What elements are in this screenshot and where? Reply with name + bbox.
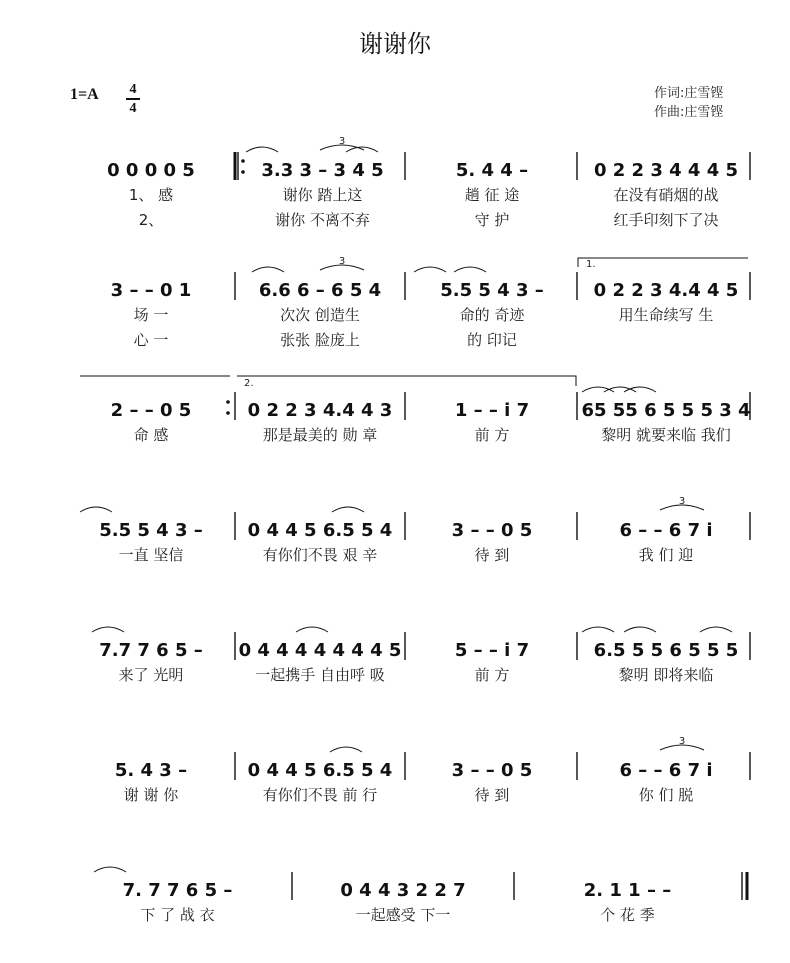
lyric-line: 命的 奇迹 — [459, 306, 525, 324]
lyric-line: 有你们不畏 前 行 — [262, 786, 378, 804]
lyric-line: 1、 感 — [128, 186, 174, 204]
tie-arc — [454, 267, 486, 272]
tie-arc — [80, 507, 112, 512]
tie-arc — [700, 627, 732, 632]
triplet-number: 3 — [678, 496, 686, 507]
lyric-line: 待 到 — [474, 546, 510, 564]
lyric-line: 谢你 踏上这 — [282, 186, 363, 204]
tie-arc — [624, 387, 656, 392]
lyric-line: 红手印刻下了决 — [613, 211, 719, 229]
measure-notes: 6 – – 6 7 i — [619, 760, 713, 781]
measure-notes: 6.5 5 5 6 5 5 5 — [593, 640, 739, 661]
tie-arc — [246, 147, 278, 152]
volta-label-1: 1. — [586, 259, 596, 270]
lyric-line: 前 方 — [474, 426, 510, 444]
triplet-number: 3 — [338, 256, 346, 267]
volta-label-2: 2. — [244, 378, 254, 389]
lyric-line: 心 一 — [133, 331, 169, 349]
measure-notes: 7. 7 7 6 5 – — [122, 880, 233, 901]
lyric-line: 黎明 就要来临 我们 — [601, 426, 731, 444]
composer-credit: 作曲:庄雪铿 — [654, 105, 724, 120]
tie-arc — [582, 627, 614, 632]
measure-notes: 5. 4 3 – — [114, 760, 188, 781]
tie-arc — [414, 267, 446, 272]
lyric-line: 在没有硝烟的战 — [613, 186, 719, 204]
measure-notes: 2. 1 1 – – — [583, 880, 672, 901]
tie-arc — [332, 507, 364, 512]
measure-notes: 3 – – 0 5 — [451, 760, 533, 781]
measure-notes: 5. 4 4 – — [455, 160, 529, 181]
measure-notes: 7.7 7 6 5 – — [99, 640, 203, 661]
volta-bracket-2 — [237, 376, 576, 386]
measure-notes: 0 4 4 5 6.5 5 4 — [247, 520, 393, 541]
lyric-line: 次次 创造生 — [280, 306, 360, 324]
lyric-line: 的 印记 — [467, 331, 517, 349]
measure-notes: 0 0 0 0 5 — [107, 160, 195, 181]
lyric-line: 谢你 不离不弃 — [275, 211, 370, 229]
tie-arc — [252, 267, 284, 272]
tie-arc — [94, 867, 126, 872]
lyric-line: 我 们 迎 — [638, 546, 694, 564]
tie-arc — [624, 627, 656, 632]
lyric-line: 一直 坚信 — [118, 546, 184, 564]
measure-notes: 6 – – 6 7 i — [619, 520, 713, 541]
measure-notes: 0 4 4 3 2 2 7 — [340, 880, 466, 901]
measure-notes: 0 2 2 3 4 4 4 5 — [593, 160, 739, 181]
measure-notes: 65 55 6 5 5 5 3 4 — [581, 400, 751, 421]
measure-notes: 3.3 3 – 3 4 5 — [261, 160, 384, 181]
lyric-line: 守 护 — [474, 211, 510, 229]
key-signature: 1=A — [70, 86, 99, 103]
time-signature-bottom: 4 — [129, 101, 137, 116]
measure-notes: 3 – – 0 5 — [451, 520, 533, 541]
repeat-dot — [241, 159, 245, 163]
measure-notes: 3 – – 0 1 — [110, 280, 192, 301]
lyric-line: 一起携手 自由呼 吸 — [255, 666, 385, 684]
lyric-line: 下 了 战 衣 — [140, 906, 215, 924]
measure-notes: 1 – – i 7 — [454, 400, 530, 421]
lyric-line: 黎明 即将来临 — [618, 666, 714, 684]
measure-notes: 5.5 5 4 3 – — [99, 520, 203, 541]
tie-arc — [296, 627, 328, 632]
measure-notes: 6.6 6 – 6 5 4 — [258, 280, 382, 301]
lyric-line: 一起感受 下一 — [355, 906, 451, 924]
lyric-line: 趟 征 途 — [464, 186, 520, 204]
lyric-line: 命 感 — [133, 426, 169, 444]
lyric-line: 那是最美的 勋 章 — [262, 426, 378, 444]
lyric-line: 待 到 — [474, 786, 510, 804]
repeat-dot — [226, 400, 230, 404]
measure-notes: 0 4 4 4 4 4 4 4 5 — [238, 640, 402, 661]
repeat-dot — [226, 411, 230, 415]
lyric-line: 有你们不畏 艰 辛 — [262, 546, 378, 564]
lyric-line: 谢 谢 你 — [123, 786, 179, 804]
measure-notes: 5 – – i 7 — [454, 640, 530, 661]
lyric-line: 来了 光明 — [118, 666, 184, 684]
tie-arc — [330, 747, 362, 752]
lyricist-credit: 作词:庄雪铿 — [654, 86, 724, 101]
lyric-line: 用生命续写 生 — [618, 306, 714, 324]
measure-notes: 0 2 2 3 4.4 4 3 — [247, 400, 393, 421]
lyric-line: 前 方 — [474, 666, 510, 684]
tie-arc — [582, 387, 614, 392]
measure-notes: 0 4 4 5 6.5 5 4 — [247, 760, 393, 781]
measure-notes: 0 2 2 3 4.4 4 5 — [593, 280, 739, 301]
triplet-number: 3 — [678, 736, 686, 747]
lyric-line: 个 花 季 — [600, 906, 655, 924]
measure-notes: 2 – – 0 5 — [110, 400, 192, 421]
tie-arc — [92, 627, 124, 632]
lyric-line: 场 一 — [133, 306, 169, 324]
repeat-dot — [241, 170, 245, 174]
triplet-number: 3 — [338, 136, 346, 147]
lyric-line: 你 们 脱 — [638, 786, 694, 804]
song-title: 谢谢你 — [359, 30, 431, 58]
time-signature-top: 4 — [129, 82, 137, 97]
lyric-line: 张张 脸庞上 — [280, 331, 360, 349]
volta-bracket-1 — [578, 258, 748, 267]
lyric-line: 2、 — [138, 211, 164, 229]
measure-notes: 5.5 5 4 3 – — [440, 280, 544, 301]
